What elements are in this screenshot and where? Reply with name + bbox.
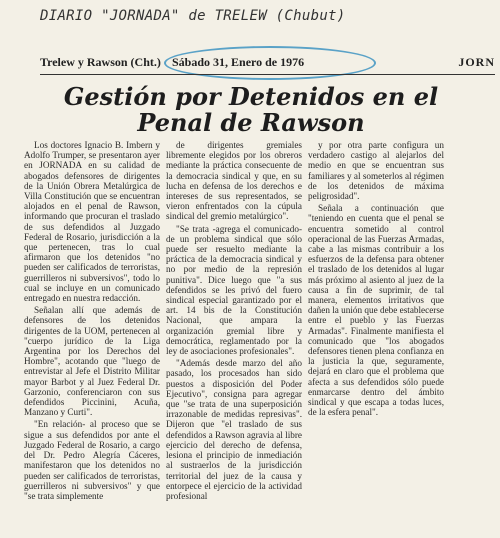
paragraph: Los doctores Ignacio B. Imbern y Adolfo Trumper, se presentaron ayer en JORNADA en su calidad de abogados defensores de dirigentes de la Unión Obrera Metalúrgica de Villa Constitución que se encuentran alojados en el penal de Rawson, informando que procuran el traslado de sus defendidos al Juzgado Federal de Rosario, jurisdicción a la que pertenecen, tras lo cual afirmaron que los detenidos "no pueden ser calificados de terroristas, guerrilleros ni subversivos", todo lo cual se incluye en un comunicado entregado en nuestra redacción.	[24, 140, 160, 304]
masthead-paper-name: JORN	[458, 55, 495, 69]
article-column-1	[24, 140, 160, 525]
masthead-rule	[40, 74, 495, 75]
paragraph: "En relación- al proceso que se sigue a sus defendidos por ante el Juzgado Federal de Rosario, a cargo del Dr. Pedro Alegría Cáceres, manifestaron que los detenidos no pueden ser calificados de terroristas, guerrilleros ni subversivos" y que "se trata simplemente	[24, 419, 160, 501]
paragraph: de dirigentes gremiales libremente elegidos por los obreros mediante la práctica consecuente de la democracia sindical y que, en su lucha en defensa de los derechos e intereses de sus representados, se vieron enfrentados con la cúpula sindical del gremio metalúrgico".	[166, 140, 302, 222]
paragraph: Señalan allí que además de defensores de los detenidos dirigentes de la UOM, pertenecen al "cuerpo jurídico de la Liga Argentina por los Derechos del Hombre", acotando que "luego de entrevistar al Jefe el Distrito Militar mayor Barbot y al Juez Federal Dr. Garzonio, conferenciaron con sus defendidos Piccinini, Acuña, Manzano y Curti".	[24, 305, 160, 418]
masthead-date: Sábado 31, Enero de 1976	[172, 55, 305, 69]
paragraph: "Además desde marzo del año pasado, los procesados han sido puestos a disposición del Poder Ejecutivo", consigna para agregar que "se trata de una superposición irrazonable de medidas represivas". Dijeron que "el traslado de sus defendidos a Rawson agravia al libre ejercicio del derecho de defensa, lesiona el principio de inmediación al sustraerlos de la jurisdicción territorial del juez de la causa y entorpece el ejercicio de la actividad profesional	[166, 358, 302, 501]
paragraph: Señala a continuación que "teniendo en cuenta que el penal se encuentra sometido al control operacional de las Fuerzas Armadas, cabe a las mismas contribuir a los esfuerzos de la defensa para obtener el traslado de los detenidos al lugar más próximo al asiento al juez de la causa a fin de suprimir, de tal manera, elementos irritativos que dañen la unión que debe establecerse entre el pueblo y las Fuerzas Armadas". Finalmente manifiesta el comunicado que "los abogados defensores tienen plena confianza en la justicia la que, seguramente, dejará en claro que el problema que afecta a sus defendidos sólo puede enmarcarse dentro del ámbito sindical y que escapa a todas luces, de la esfera penal".	[308, 203, 444, 418]
article-body	[24, 140, 444, 525]
masthead	[40, 52, 495, 74]
article-column-2	[166, 140, 302, 525]
article-column-3	[308, 140, 444, 525]
headline: Gestión por Detenidos en el Penal de Rawson	[63, 82, 439, 137]
paragraph: "Se trata -agrega el comunicado- de un problema sindical que sólo puede ser resuelto mediante la práctica de la democracia sindical y no por medio de la represión punitiva". Dice luego que "a sus defendidos se les privó del fuero sindical especial garantizado por el art. 14 bis de la Constitución Nacional, que ampara la organización gremial libre y democrática, reglamentado por la ley de asociaciones profesionales".	[166, 223, 302, 357]
paragraph: y por otra parte configura un verdadero castigo al alejarlos del medio en que se encuentran sus familiares y al someterlos al régimen de los detenidos de máxima peligrosidad".	[308, 140, 444, 202]
handwritten-annotation: DIARIO "JORNADA" de TRELEW (Chubut)	[40, 8, 346, 24]
masthead-location: Trelew y Rawson (Cht.)	[40, 55, 161, 69]
